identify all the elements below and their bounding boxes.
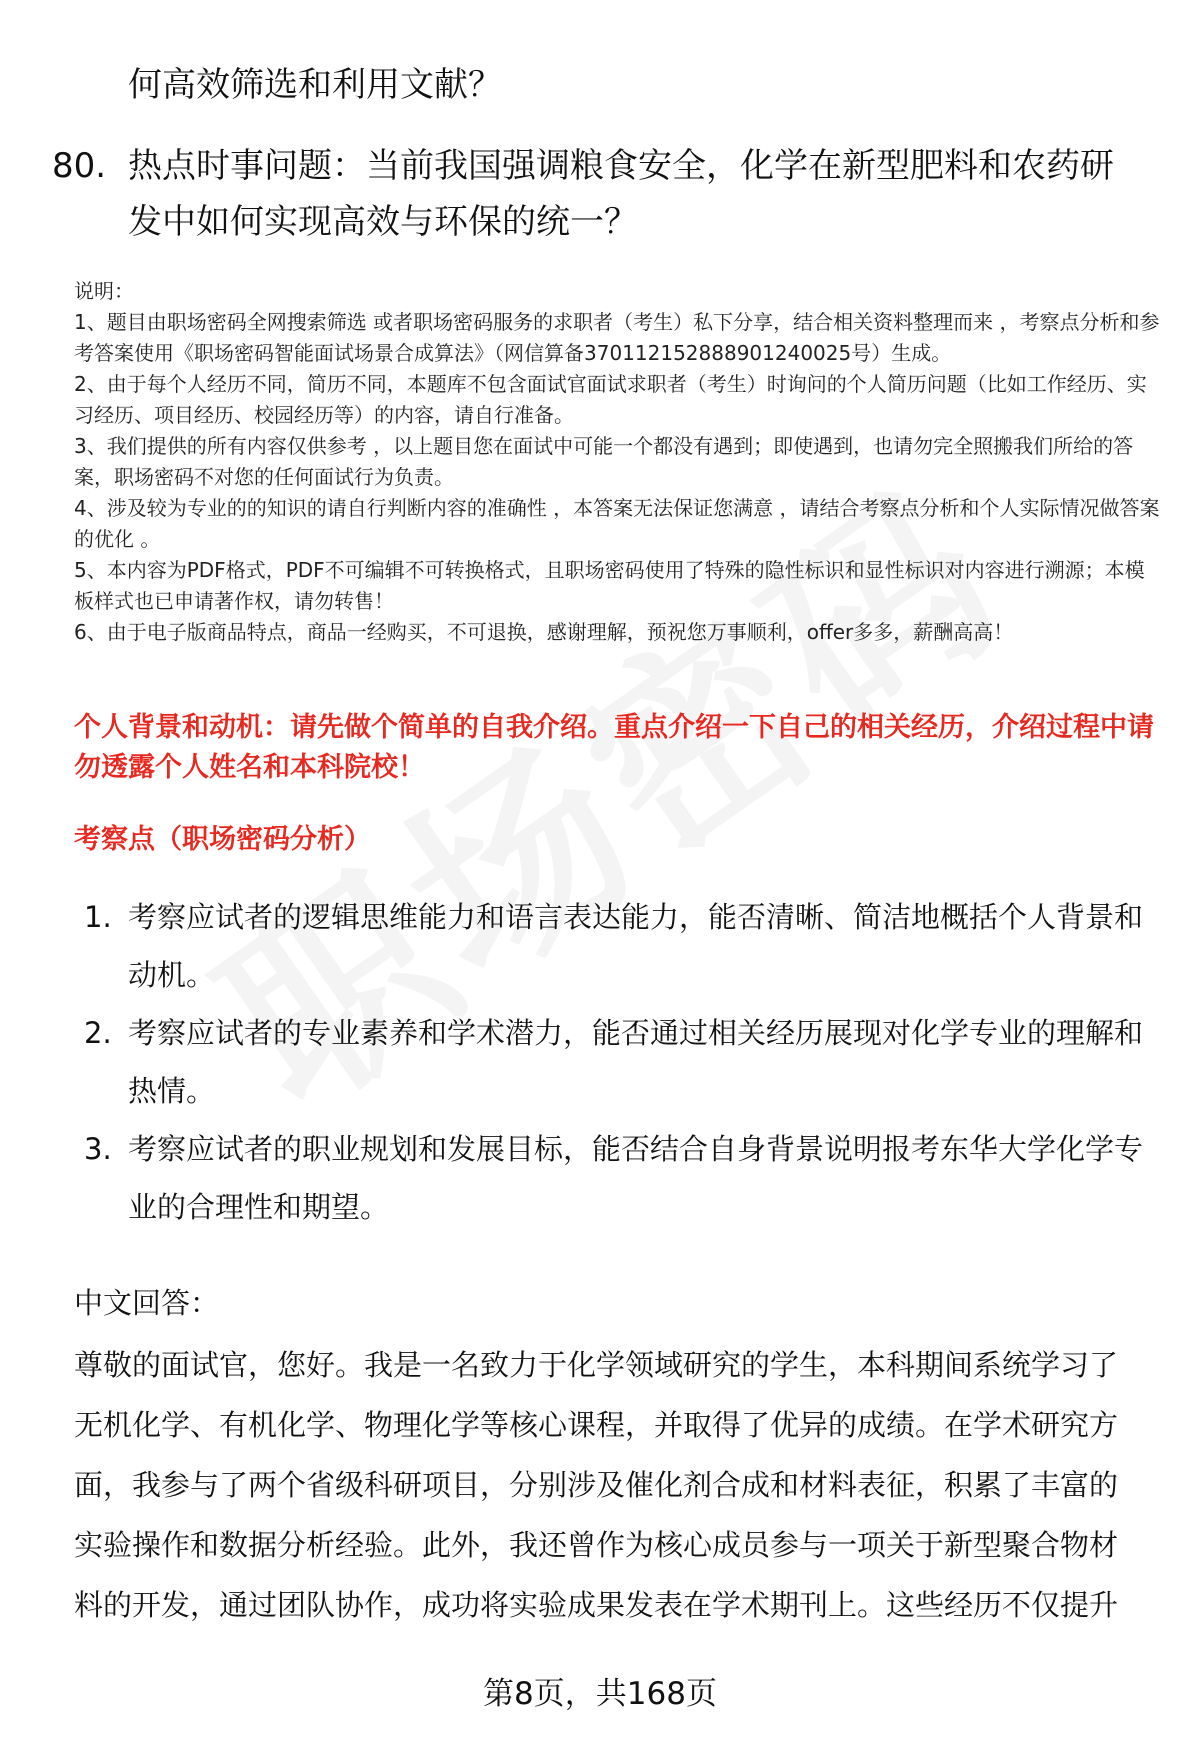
points-list [84, 888, 1164, 1236]
question-continuation: 何高效筛选和利用文献？ [128, 65, 502, 105]
point-number: 3. [84, 1132, 112, 1166]
notes-block [74, 276, 1164, 648]
point-number: 2. [84, 1016, 112, 1050]
note-item: 1、题目由职场密码全网搜索筛选 或者职场密码服务的求职者（考生）私下分享，结合相关资料整理而来 ，考察点分析和参考答案使用《职场密码智能面试场景合成算法》（网信算备370112152888901240025号）生成。 [74, 310, 1160, 365]
points-title: 考察点（职场密码分析） [74, 824, 371, 855]
point-number: 1. [84, 900, 112, 934]
section-title: 个人背景和动机：请先做个简单的自我介绍。重点介绍一下自己的相关经历，介绍过程中请勿透露个人姓名和本科院校！ [74, 712, 1154, 783]
question-text: 热点时事问题：当前我国强调粮食安全，化学在新型肥料和农药研发中如何实现高效与环保的统一？ [128, 146, 1114, 242]
note-item: 3、我们提供的所有内容仅供参考 ，以上题目您在面试中可能一个都没有遇到；即使遇到，也请勿完全照搬我们所给的答案，职场密码不对您的任何面试行为负责。 [74, 434, 1134, 489]
note-item: 2、由于每个人经历不同，简历不同，本题库不包含面试官面试求职者（考生）时询问的个人简历问题（比如工作经历、实习经历、项目经历、校园经历等）的内容，请自行准备。 [74, 372, 1147, 427]
point-text: 考察应试者的逻辑思维能力和语言表达能力，能否清晰、简洁地概括个人背景和动机。 [128, 900, 1144, 992]
list-item [84, 1120, 1164, 1236]
point-text: 考察应试者的专业素养和学术潜力，能否通过相关经历展现对化学专业的理解和热情。 [128, 1016, 1144, 1108]
question-number: 80. [52, 146, 107, 186]
notes-heading: 说明： [74, 279, 134, 303]
answer-text: 尊敬的面试官，您好。我是一名致力于化学领域研究的学生，本科期间系统学习了无机化学、有机化学、物理化学等核心课程，并取得了优异的成绩。在学术研究方面，我参与了两个省级科研项目，分别涉及催化剂合成和材料表征，积累了丰富的实验操作和数据分析经验。此外，我还曾作为核心成员参与一项关于新型聚合物材料的开发，通过团队协作，成功将实验成果发表在学术期刊上。这些经历不仅提升 [74, 1348, 1119, 1622]
list-item [84, 888, 1164, 1004]
page-number: 第8页，共168页 [483, 1676, 717, 1712]
answer-label: 中文回答： [74, 1286, 220, 1320]
note-item: 6、由于电子版商品特点，商品一经购买，不可退换，感谢理解，预祝您万事顺利，offer多多，薪酬高高！ [74, 620, 1014, 644]
question-item [52, 138, 1152, 250]
note-item: 5、本内容为PDF格式，PDF不可编辑不可转换格式，且职场密码使用了特殊的隐性标识和显性标识对内容进行溯源；本模板样式也已申请著作权，请勿转售！ [74, 558, 1145, 613]
note-item: 4、涉及较为专业的的知识的请自行判断内容的准确性 ，本答案无法保证您满意 ，请结合考察点分析和个人实际情况做答案的优化 。 [74, 496, 1160, 551]
list-item [84, 1004, 1164, 1120]
point-text: 考察应试者的职业规划和发展目标，能否结合自身背景说明报考东华大学化学专业的合理性和期望。 [128, 1132, 1144, 1224]
